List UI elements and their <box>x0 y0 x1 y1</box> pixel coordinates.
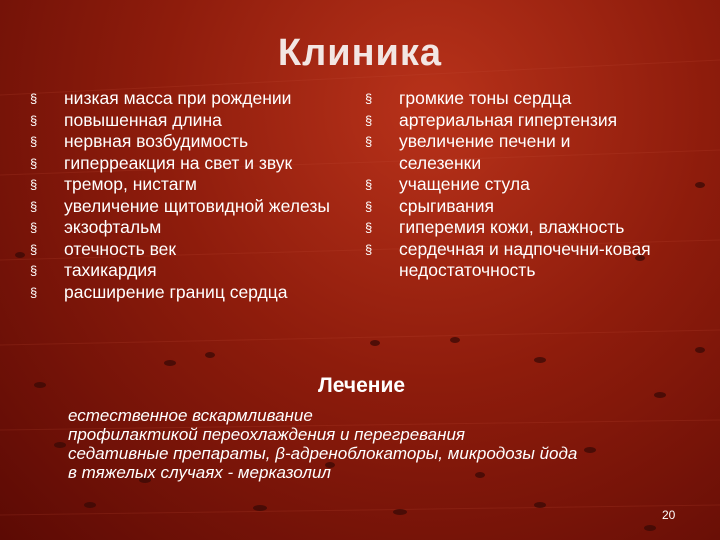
treatment-line: профилактикой переохлаждения и перегревания <box>68 425 465 444</box>
bullet-icon: § <box>30 284 38 300</box>
bullet-icon: § <box>30 155 38 171</box>
bullet-icon: § <box>365 91 373 106</box>
bullet-icon: § <box>30 177 38 192</box>
list-item: § расширение границ сердца <box>30 281 288 302</box>
list-item: § гиперемия кожи, влажность <box>365 217 625 237</box>
treatment-line: седативные препараты, β-адреноблокаторы, микродозы йода <box>68 444 578 463</box>
bullet-icon: § <box>365 134 373 149</box>
treatment-heading: Лечение <box>318 374 406 397</box>
bullet-icon: § <box>30 134 38 149</box>
bullet-icon: § <box>365 220 373 235</box>
list-item: § артериальная гипертензия <box>365 109 618 130</box>
bullet-icon: § <box>365 241 373 257</box>
list-item: § гиперреакция на свет и звук <box>30 152 293 173</box>
treatment-line: в тяжелых случаях - мерказолил <box>68 463 331 482</box>
list-item: § нервная возбудимость <box>30 131 249 151</box>
list-item: § отечность век <box>30 238 177 259</box>
list-item: § экзофтальм <box>30 217 162 237</box>
treatment-list <box>68 406 577 482</box>
clinical-signs-left-list <box>30 88 350 303</box>
list-item: § повышенная длина <box>30 109 222 130</box>
page-number: 20 <box>662 508 676 522</box>
list-item: § увеличение печени и селезенки <box>365 131 571 173</box>
list-item: § тахикардия <box>30 260 157 280</box>
bullet-icon: § <box>365 177 373 192</box>
list-item: § учащение стула <box>365 174 530 194</box>
list-item: § громкие тоны сердца <box>365 88 572 108</box>
list-item: § сердечная и надпочечни-ковая недостаточность <box>365 238 651 280</box>
bullet-icon: § <box>365 112 373 128</box>
bullet-icon: § <box>30 263 38 278</box>
bullet-icon: § <box>30 112 38 128</box>
bullet-icon: § <box>30 91 38 106</box>
slide-title: Клиника <box>277 32 443 74</box>
list-item: § низкая масса при рождении <box>30 88 292 108</box>
bullet-icon: § <box>30 220 38 235</box>
list-item: § увеличение щитовидной железы <box>30 195 330 216</box>
bullet-icon: § <box>365 198 373 214</box>
list-item: § тремор, нистагм <box>30 174 197 194</box>
clinical-signs-right-list <box>365 88 675 282</box>
bullet-icon: § <box>30 198 38 214</box>
list-item: § срыгивания <box>365 195 494 216</box>
bullet-icon: § <box>30 241 38 257</box>
treatment-line: естественное вскармливание <box>68 406 313 425</box>
